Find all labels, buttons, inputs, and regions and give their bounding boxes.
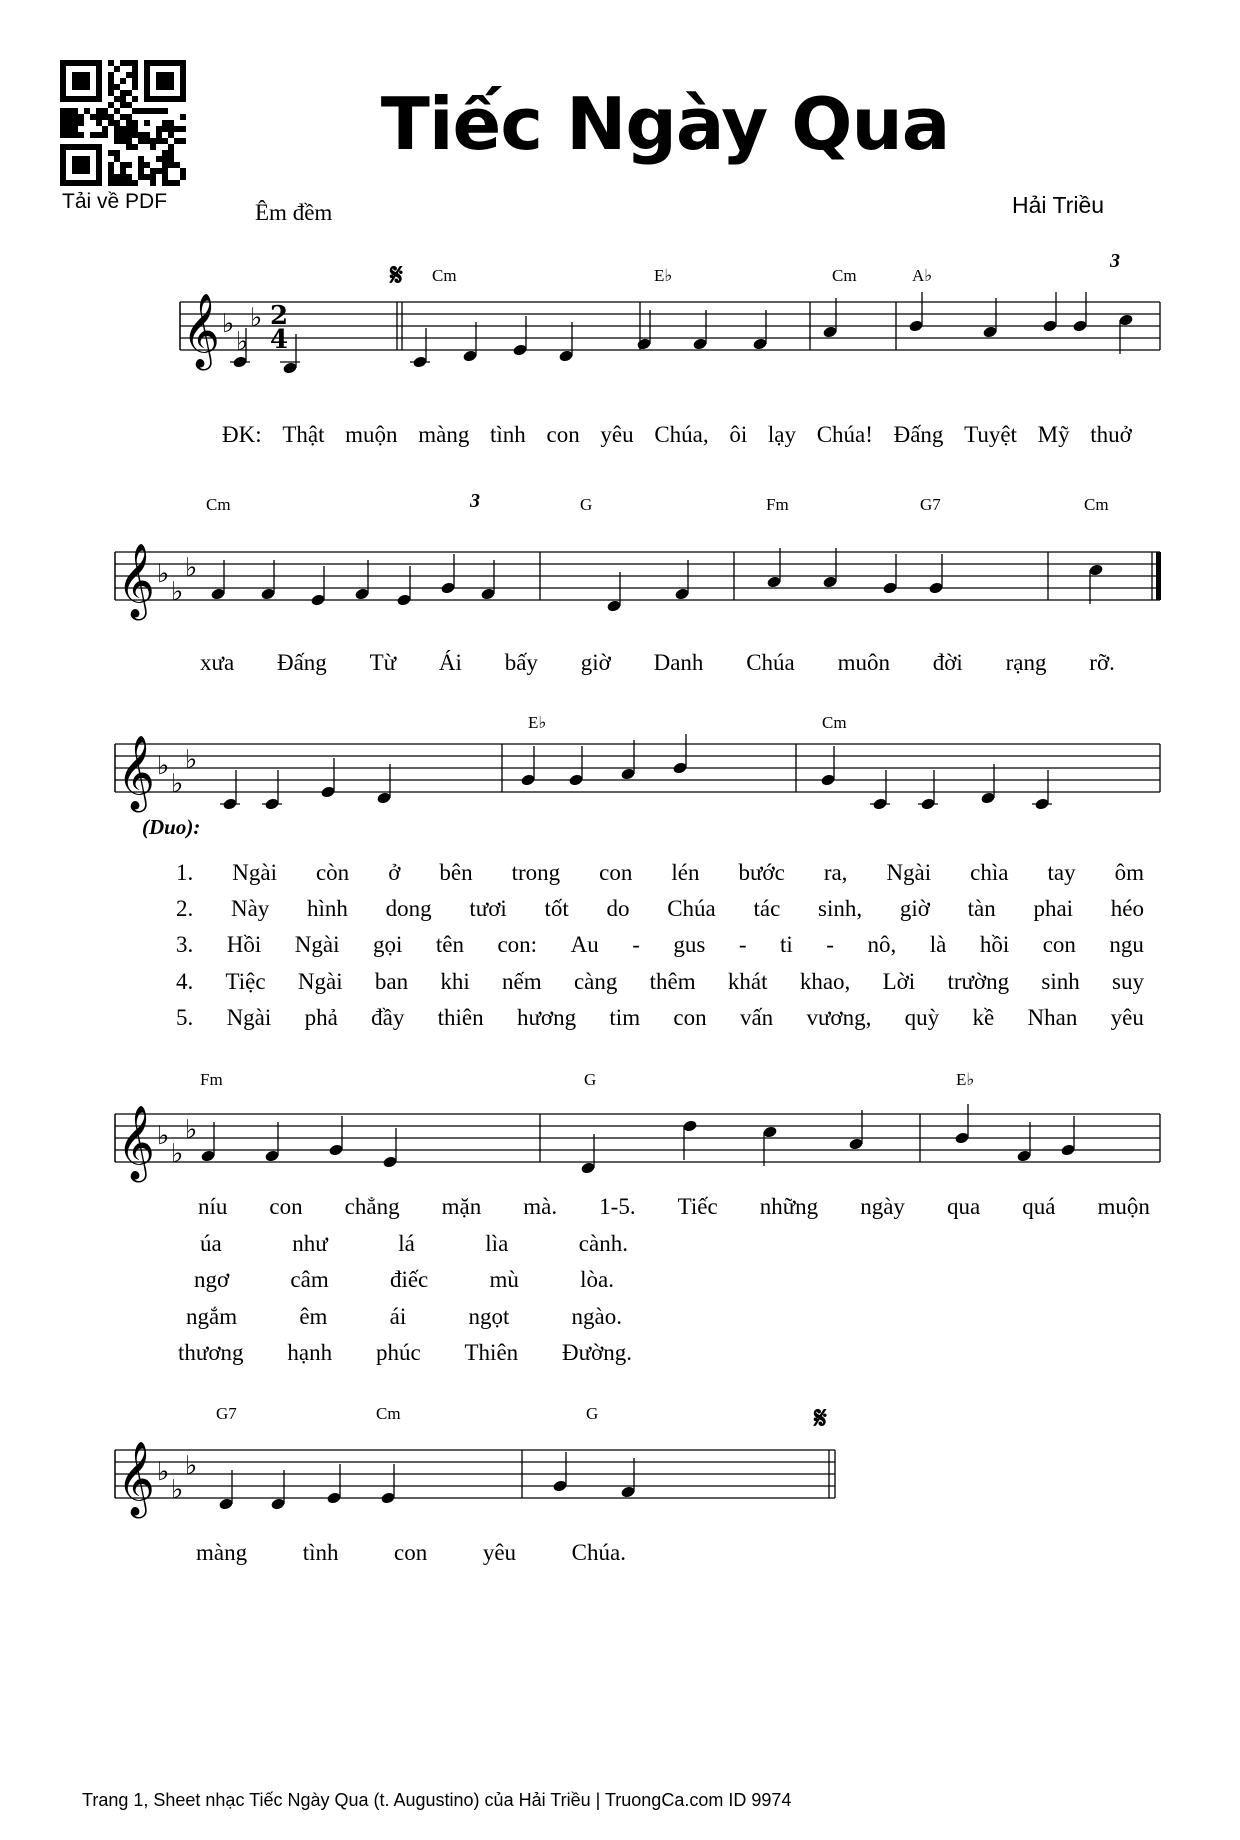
lyric-word: con <box>1042 932 1076 957</box>
lyric-word: hạnh <box>287 1340 333 1365</box>
lyric-line <box>178 1340 632 1366</box>
chord-symbol: G <box>586 1404 599 1423</box>
lyric-word: đời <box>932 650 963 675</box>
lyric-word: vấn <box>739 1005 774 1030</box>
lyric-word: mà. <box>523 1194 558 1219</box>
chord-symbol: G <box>580 495 593 514</box>
lyric-word: Ngài <box>232 860 277 885</box>
lyric-word: màng <box>196 1540 248 1565</box>
treble-clef-icon: 𝄞 <box>117 1442 155 1516</box>
lyric-word: con: <box>497 932 538 957</box>
chord-symbol: A♭ <box>912 266 933 285</box>
song-title: Tiếc Ngày Qua <box>380 82 950 166</box>
lyric-word: điếc <box>389 1267 429 1292</box>
chord-symbol: E♭ <box>654 266 673 285</box>
lyric-word: Ngài <box>294 932 340 957</box>
lyric-word: khát <box>727 969 768 994</box>
treble-clef-icon: 𝄞 <box>117 544 155 618</box>
lyric-word: Đấng <box>276 650 327 675</box>
lyric-word: muộn <box>1097 1194 1150 1219</box>
lyric-line <box>176 860 1144 886</box>
lyric-word: 1-5. <box>599 1194 636 1219</box>
lyric-word: êm <box>299 1304 328 1329</box>
lyric-word: lìa <box>485 1231 509 1256</box>
flat-icon: ♭ <box>222 309 235 339</box>
lyric-word: còn <box>315 860 350 885</box>
lyric-word: gus <box>673 932 706 957</box>
flat-icon: ♭ <box>157 1121 170 1151</box>
lyric-word: Chúa, <box>654 422 709 447</box>
lyric-word: tên <box>435 932 464 957</box>
lyric-word: Au <box>570 932 599 957</box>
flat-icon: ♭ <box>236 327 249 357</box>
lyric-word: yêu <box>482 1540 517 1565</box>
lyric-word: hồi <box>979 932 1010 957</box>
lyric-word: Danh <box>653 650 704 675</box>
lyric-word: giờ <box>899 896 930 921</box>
lyric-line <box>186 1304 622 1330</box>
treble-clef-icon: 𝄞 <box>117 736 155 810</box>
duo-label: (Duo): <box>142 815 201 839</box>
lyric-word: níu <box>198 1194 228 1219</box>
flat-icon: ♭ <box>157 559 170 589</box>
lyric-word: tình <box>490 422 526 447</box>
chord-symbol: Cm <box>432 266 457 285</box>
lyric-word: càng <box>573 969 618 994</box>
download-pdf-link[interactable]: Tải về PDF <box>62 190 168 213</box>
lyric-word: lén <box>671 860 700 885</box>
chord-symbol: E♭ <box>528 713 547 732</box>
lyric-word: Tiếc <box>677 1194 718 1219</box>
lyric-word: mặn <box>441 1194 482 1219</box>
lyric-word: con <box>394 1540 428 1565</box>
chord-symbol: Cm <box>206 495 231 514</box>
lyric-word: hình <box>307 896 348 921</box>
chord-symbol: Fm <box>200 1070 223 1089</box>
lyric-word: - <box>826 932 834 957</box>
lyric-word: thiên <box>437 1005 484 1030</box>
treble-clef-icon: 𝄞 <box>182 294 220 368</box>
lyric-word: ĐK: <box>222 422 262 447</box>
segno-icon: 𝄋 <box>814 1401 827 1436</box>
lyric-word: tốt <box>544 896 569 921</box>
lyric-word: yêu <box>600 422 634 447</box>
lyric-word: tình <box>302 1540 339 1565</box>
lyric-word: khao, <box>799 969 851 994</box>
flat-icon: ♭ <box>185 1115 198 1145</box>
lyric-word: như <box>292 1231 328 1256</box>
lyric-word: bên <box>439 860 473 885</box>
lyric-word: vương, <box>806 1005 872 1030</box>
lyric-word: sinh <box>1041 969 1080 994</box>
lyric-word: lá <box>398 1231 415 1256</box>
lyric-word: úa <box>200 1231 222 1256</box>
lyric-word: Đường. <box>562 1340 632 1365</box>
lyric-word: Chúa! <box>816 422 873 447</box>
lyric-word: ra, <box>823 860 848 885</box>
lyric-word: yêu <box>1110 1005 1144 1030</box>
lyric-word: 1. <box>176 860 194 885</box>
lyric-word: qua <box>946 1194 981 1219</box>
flat-icon: ♭ <box>171 577 184 607</box>
lyric-word: ngu <box>1109 932 1144 957</box>
tuplet-number: 3 <box>1110 250 1120 272</box>
lyric-word: muộn <box>345 422 398 447</box>
lyric-word: Ngài <box>226 1005 272 1030</box>
lyric-word: do <box>606 896 630 921</box>
lyric-word: thêm <box>649 969 696 994</box>
lyric-line <box>176 896 1144 922</box>
lyric-word: - <box>632 932 640 957</box>
lyric-line <box>194 1267 614 1293</box>
lyric-word: Này <box>230 896 270 921</box>
flat-icon: ♭ <box>185 553 198 583</box>
lyric-word: Mỹ <box>1037 422 1070 447</box>
lyric-word: tay <box>1047 860 1076 885</box>
lyric-word: sinh, <box>818 896 863 921</box>
lyric-word: héo <box>1110 896 1144 921</box>
lyric-word: Ái <box>438 650 462 675</box>
flat-icon: ♭ <box>157 751 170 781</box>
lyric-word: quỳ <box>904 1005 940 1030</box>
chord-symbol: Cm <box>832 266 857 285</box>
lyric-word: - <box>738 932 747 957</box>
lyric-word: Từ <box>369 650 397 675</box>
lyric-line <box>200 1231 628 1257</box>
lyric-word: tim <box>609 1005 641 1030</box>
lyric-word: những <box>759 1194 819 1219</box>
time-signature: 4 <box>270 325 289 355</box>
lyric-word: nô, <box>867 932 897 957</box>
chord-symbol: Cm <box>822 713 847 732</box>
lyric-word: là <box>929 932 947 957</box>
lyric-word: con <box>599 860 633 885</box>
lyric-word: ngào. <box>571 1304 622 1329</box>
lyric-word: thuở <box>1090 422 1132 447</box>
lyric-word: ban <box>374 969 409 994</box>
lyric-line <box>196 1540 626 1566</box>
lyric-word: Thiên <box>464 1340 519 1365</box>
lyric-word: Thật <box>282 422 325 447</box>
chord-symbol: G7 <box>920 495 941 514</box>
lyric-word: ti <box>780 932 793 957</box>
lyric-word: 4. <box>176 969 194 994</box>
lyric-line <box>200 650 1115 676</box>
tuplet-number: 3 <box>470 490 480 512</box>
flat-icon: ♭ <box>171 769 184 799</box>
lyric-line <box>198 1194 1150 1220</box>
lyric-word: 2. <box>176 896 194 921</box>
lyric-word: 3. <box>176 932 194 957</box>
lyric-word: Nhan <box>1027 1005 1078 1030</box>
lyric-word: xưa <box>200 650 235 675</box>
lyric-word: đầy <box>371 1005 405 1030</box>
lyric-word: lạy <box>767 422 796 447</box>
final-barline <box>1156 552 1161 600</box>
lyric-word: trong <box>511 860 561 885</box>
lyric-word: ôm <box>1114 860 1144 885</box>
lyric-word: chẳng <box>344 1194 400 1219</box>
lyric-word: ngắm <box>186 1304 238 1329</box>
lyric-word: bước <box>738 860 785 885</box>
flat-icon: ♭ <box>185 1451 198 1481</box>
lyric-word: quá <box>1022 1194 1056 1219</box>
lyric-word: mù <box>489 1267 519 1292</box>
lyric-word: ngơ <box>194 1267 230 1292</box>
chord-symbol: Cm <box>1084 495 1109 514</box>
lyric-word: phả <box>304 1005 338 1030</box>
lyric-word: chìa <box>970 860 1009 885</box>
lyric-line <box>176 969 1144 995</box>
segno-icon: 𝄋 <box>390 258 403 293</box>
lyric-word: con <box>673 1005 707 1030</box>
lyric-word: tươi <box>469 896 507 921</box>
lyric-word: Ngài <box>886 860 932 885</box>
lyric-word: tàn <box>967 896 996 921</box>
lyric-word: màng <box>418 422 470 447</box>
treble-clef-icon: 𝄞 <box>117 1106 155 1180</box>
lyric-word: Ngài <box>297 969 343 994</box>
lyric-word: bấy <box>504 650 538 675</box>
lyric-word: rỡ. <box>1089 650 1115 675</box>
lyric-line <box>222 422 1132 448</box>
chord-symbol: Cm <box>376 1404 401 1423</box>
lyric-word: Hồi <box>226 932 262 957</box>
tempo-marking: Êm đềm <box>255 200 333 225</box>
lyric-word: trường <box>947 969 1010 994</box>
lyric-word: 5. <box>176 1005 194 1030</box>
lyric-word: suy <box>1112 969 1144 994</box>
lyric-word: con <box>546 422 580 447</box>
composer: Hải Triều <box>1012 192 1105 218</box>
lyric-word: kề <box>972 1005 995 1030</box>
chord-symbol: G7 <box>216 1404 237 1423</box>
footer-text: Trang 1, Sheet nhạc Tiếc Ngày Qua (t. Augustino) của Hải Triều | TruongCa.com ID 9974 <box>82 1790 792 1810</box>
chord-symbol: E♭ <box>956 1070 975 1089</box>
flat-icon: ♭ <box>250 303 263 333</box>
lyric-word: Tuyệt <box>964 422 1017 447</box>
time-signature: 2 <box>270 301 289 331</box>
lyric-word: Đấng <box>893 422 944 447</box>
lyric-line <box>176 932 1144 958</box>
lyric-word: ngọt <box>468 1304 510 1329</box>
lyric-word: muôn <box>837 650 890 675</box>
lyric-word: giờ <box>580 650 611 675</box>
flat-icon: ♭ <box>171 1139 184 1169</box>
lyric-word: tác <box>753 896 781 921</box>
flat-icon: ♭ <box>171 1475 184 1505</box>
lyric-word: ở <box>388 860 401 885</box>
lyric-word: ái <box>389 1304 407 1329</box>
chord-symbol: G <box>584 1070 597 1089</box>
lyric-word: Chúa <box>746 650 795 675</box>
lyric-word: ôi <box>729 422 748 447</box>
lyric-word: gọi <box>372 932 403 957</box>
lyric-word: rạng <box>1005 650 1047 675</box>
lyric-word: hương <box>516 1005 577 1030</box>
lyric-word: khi <box>440 969 470 994</box>
lyric-word: con <box>269 1194 303 1219</box>
chord-symbol: Fm <box>766 495 789 514</box>
flat-icon: ♭ <box>185 745 198 775</box>
lyric-word: dong <box>385 896 432 921</box>
lyric-word: Lời <box>882 969 916 994</box>
lyric-word: Tiệc <box>225 969 266 994</box>
lyric-word: Chúa. <box>571 1540 626 1565</box>
lyric-word: câm <box>290 1267 329 1292</box>
flat-icon: ♭ <box>157 1457 170 1487</box>
lyric-word: phúc <box>375 1340 421 1365</box>
lyric-word: lòa. <box>580 1267 614 1292</box>
lyric-line <box>176 1005 1144 1031</box>
lyric-word: cành. <box>578 1231 628 1256</box>
lyric-word: thương <box>178 1340 244 1365</box>
lyric-word: ngày <box>860 1194 905 1219</box>
lyric-word: Chúa <box>667 896 716 921</box>
lyric-word: phai <box>1033 896 1074 921</box>
lyric-word: nếm <box>502 969 542 994</box>
